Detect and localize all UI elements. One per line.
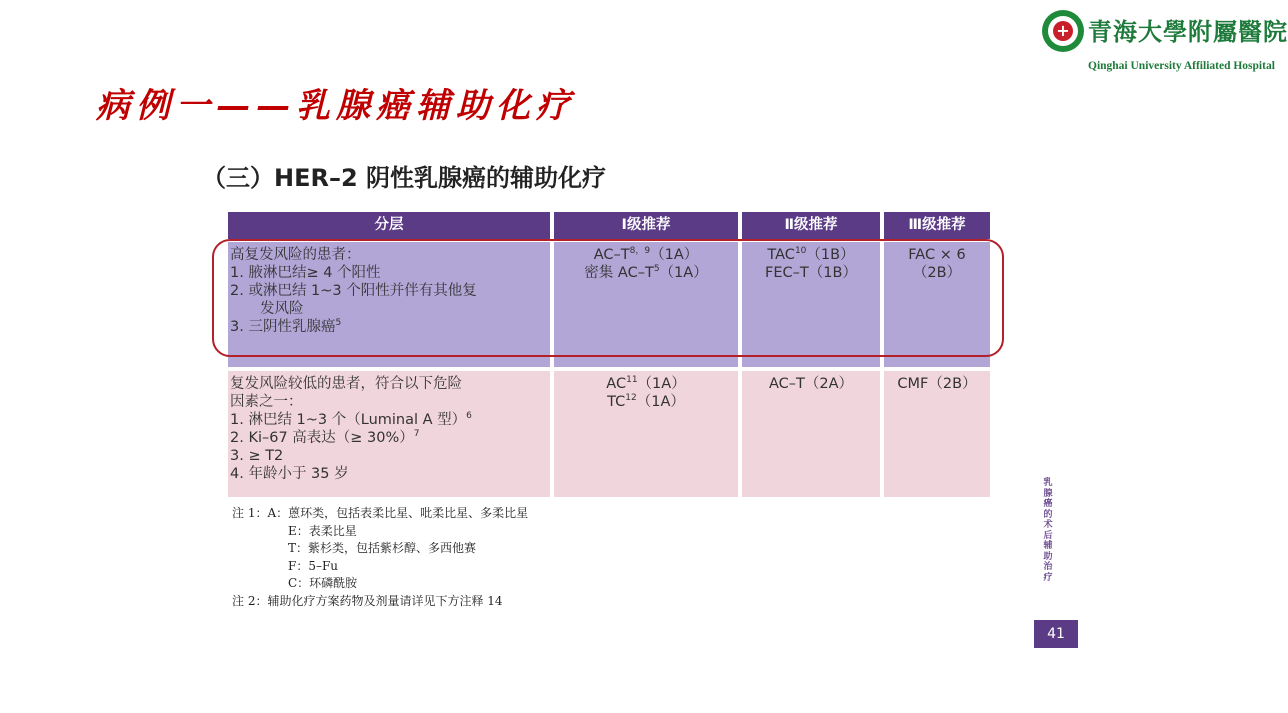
row2-level1 bbox=[554, 371, 738, 497]
row2-strat-item: 4. 年龄小于 35 岁 bbox=[230, 466, 349, 482]
row2-level1-regimen: TC$^{12}$（1A） bbox=[607, 393, 685, 410]
slide-title: 病例一——乳腺癌辅助化疗 bbox=[96, 86, 576, 126]
page-number: 41 bbox=[1034, 620, 1078, 648]
row1-level1-regimen: 密集 $AC-T^5(1A)$ bbox=[584, 264, 708, 281]
row2-strat-item: 3. ≥ T2 bbox=[230, 448, 284, 464]
row1-level1-regimen: $AC-T^{8,9}(1A)$ bbox=[593, 246, 699, 263]
note-1: 注 1：A：蒽环类，包括表柔比星、吡柔比星、多柔比星 bbox=[232, 506, 529, 520]
row2-level2-regimen: AC–T（2A） bbox=[768, 376, 854, 392]
note-2: 注 2：辅助化疗方案药物及剂量请详见下方注释 14 bbox=[232, 593, 503, 608]
header-level1: Ⅰ级推荐 bbox=[554, 212, 738, 239]
row2-stratification bbox=[228, 371, 550, 497]
row2-strat-title: 复发风险较低的患者，符合以下危险 bbox=[230, 376, 462, 392]
hospital-name-cn: 青海大學附屬醫院 bbox=[1088, 17, 1288, 46]
hospital-name-en: Qinghai University Affiliated Hospital bbox=[1088, 60, 1275, 72]
row1-strat-item: 3. 三阴性乳腺癌$^5$ bbox=[230, 318, 342, 335]
row2-level3-regimen: CMF（2B） bbox=[897, 376, 977, 392]
section-title: （三）HER–2 阴性乳腺癌的辅助化疗 bbox=[202, 164, 607, 192]
row2-strat-item: 1. 淋巴结 1~3 个（Luminal A 型）$^6$ bbox=[230, 411, 472, 428]
row1-strat-item: 2. 或淋巴结 1~3 个阳性并伴有其他复 bbox=[230, 283, 477, 299]
header-level3: Ⅲ级推荐 bbox=[884, 212, 990, 239]
row1-level3-grade: （2B） bbox=[912, 265, 962, 281]
row1-strat-item: 发风险 bbox=[260, 301, 304, 317]
hospital-emblem-icon: + bbox=[1042, 10, 1084, 52]
row2-level3 bbox=[884, 371, 990, 497]
note-1-line: E：表柔比星 bbox=[288, 523, 357, 538]
row1-level2-regimen: FEC–T（1B） bbox=[765, 265, 857, 281]
chapter-side-label: 乳腺癌的术后辅助治疗 bbox=[1043, 478, 1053, 583]
row1-level2-regimen: TAC$^{10}$（1B） bbox=[767, 246, 855, 263]
header-stratification: 分层 bbox=[228, 212, 550, 239]
note-1-line: F：5–Fu bbox=[288, 558, 339, 573]
note-1-line: T：紫杉类，包括紫杉醇、多西他赛 bbox=[288, 541, 477, 555]
note-1-line: C：环磷酰胺 bbox=[288, 576, 358, 590]
row1-strat-title: 高复发风险的患者： bbox=[230, 247, 361, 263]
hospital-logo bbox=[1040, 6, 1288, 76]
row1-level3-regimen: FAC × 6 bbox=[908, 247, 966, 263]
row2-level1-regimen: AC$^{11}$（1A） bbox=[606, 375, 686, 392]
row2-strat-item: 2. Ki–67 高表达（≥ 30%）$^7$ bbox=[230, 429, 420, 446]
header-level2: Ⅱ级推荐 bbox=[742, 212, 880, 239]
row2-strat-title: 因素之一： bbox=[230, 394, 303, 410]
table-notes bbox=[232, 505, 528, 610]
row2-level2 bbox=[742, 371, 880, 497]
highlight-outline bbox=[212, 239, 1004, 357]
row1-strat-item: 1. 腋淋巴结≥ 4 个阳性 bbox=[230, 265, 381, 281]
